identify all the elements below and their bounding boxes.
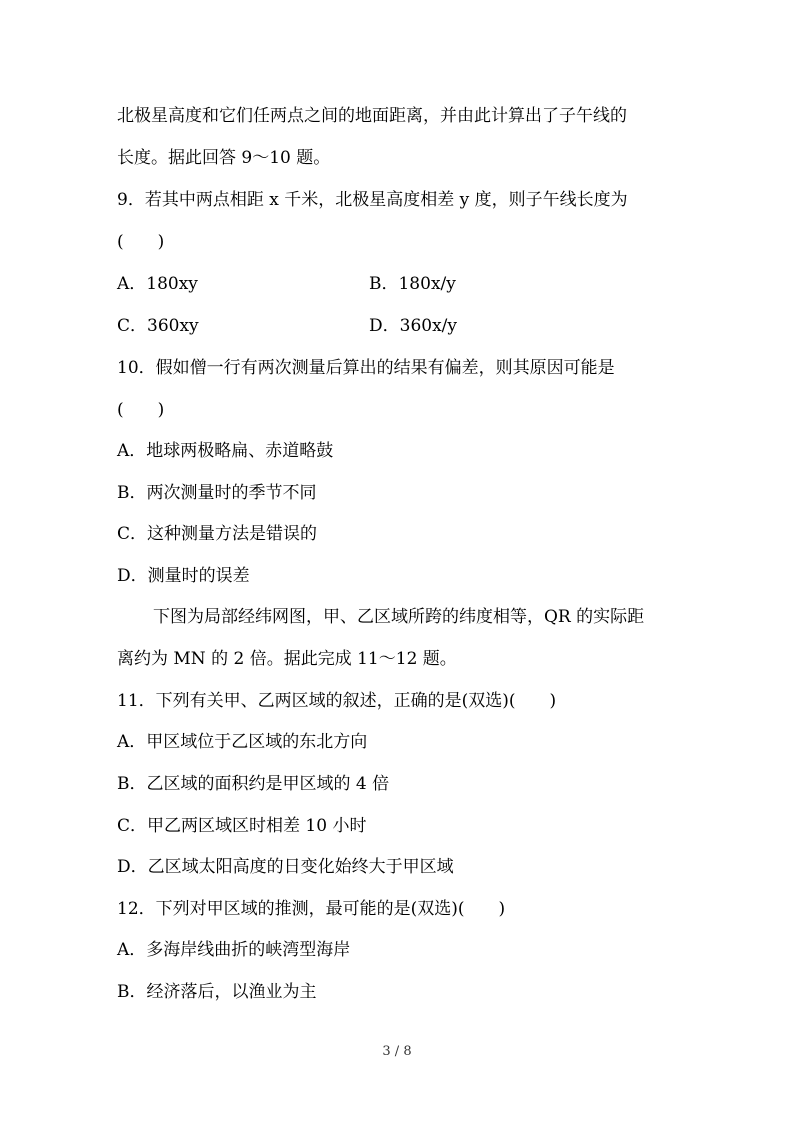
page-number: 3 / 8 [382, 1044, 412, 1059]
intro-line-2: 长度。据此回答 9～10 题。 [117, 148, 331, 168]
question-10-stem: 10．假如僧一行有两次测量后算出的结果有偏差，则其原因可能是 [117, 358, 615, 378]
question-9-option-a: A．180xy [117, 274, 198, 294]
question-10-paren: ( ) [117, 400, 165, 420]
question-9-paren: ( ) [117, 232, 165, 252]
question-12-option-b: B．经济落后，以渔业为主 [117, 982, 317, 1002]
question-10-option-c: C．这种测量方法是错误的 [117, 524, 318, 544]
question-9-option-c: C．360xy [117, 316, 199, 336]
question-11-option-c: C．甲乙两区域区时相差 10 小时 [117, 816, 367, 836]
question-10-option-b: B．两次测量时的季节不同 [117, 483, 317, 503]
question-11-stem: 11．下列有关甲、乙两区域的叙述，正确的是(双选)( ) [117, 691, 557, 711]
question-10-option-a: A．地球两极略扁、赤道略鼓 [117, 441, 334, 461]
question-11-option-d: D．乙区域太阳高度的日变化始终大于甲区域 [117, 857, 454, 877]
question-9-option-d: D．360x/y [369, 316, 457, 336]
question-9-stem: 9．若其中两点相距 x 千米，北极星高度相差 y 度，则子午线长度为 [117, 190, 628, 210]
question-11-option-b: B．乙区域的面积约是甲区域的 4 倍 [117, 774, 390, 794]
question-11-option-a: A．甲区域位于乙区域的东北方向 [117, 732, 368, 752]
intro2-line-1: 下图为局部经纬网图，甲、乙区域所跨的纬度相等，QR 的实际距 [153, 607, 645, 627]
question-12-stem: 12．下列对甲区域的推测，最可能的是(双选)( ) [117, 899, 506, 919]
intro2-line-2: 离约为 MN 的 2 倍。据此完成 11～12 题。 [117, 649, 457, 669]
question-12-option-a: A．多海岸线曲折的峡湾型海岸 [117, 940, 351, 960]
question-10-option-d: D．测量时的误差 [117, 566, 250, 586]
intro-line-1: 北极星高度和它们任两点之间的地面距离，并由此计算出了子午线的 [117, 106, 627, 126]
question-9-option-b: B．180x/y [369, 274, 456, 294]
